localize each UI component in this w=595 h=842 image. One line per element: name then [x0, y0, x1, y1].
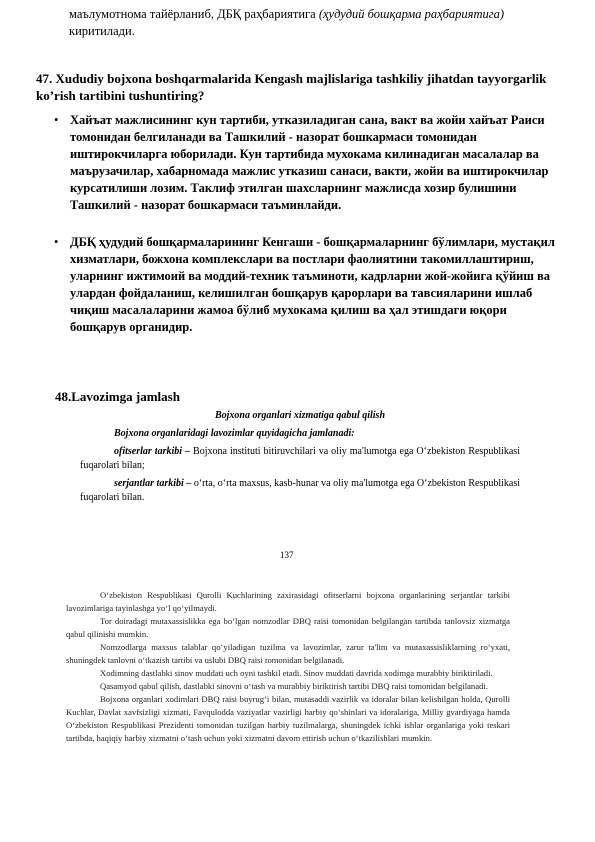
scan-paragraph-officers	[80, 445, 520, 473]
scan-label-officers: ofitserlar tarkibi –	[114, 446, 191, 457]
scan2-paragraph: O‘zbekiston Respublikasi Qurolli Kuchlarining zaxirasidagi ofitserlarni bojxona organlarining serjantlar tarkibi lavozimlariga tayinlashga yo‘l qo‘yilmaydi.	[66, 590, 510, 613]
scan-subtitle: Bojxona organlaridagi lavozimlar quyidagicha jamlanadi:	[114, 428, 355, 439]
question-48-heading: 48.Lavozimga jamlash	[55, 389, 180, 404]
page-number: 137	[280, 550, 294, 560]
bullet-text: ДБҚ ҳудудий бошқармаларининг Кенгаши - бошқармаларнинг бўлимлари, мустақил хизматлари, божхона комплекслари ва постлари фаолиятини такомиллаштириш, уларнинг ижтимоий ва моддий-техник таъминоти, кадрларни жой-жойига қўйиш ва улардан фойдаланиш, келишилган бошқарув қарорлари ва тавсияларини ишлаб чиқиш масалаларини жамоа бўлиб мухокама қилиш ва ҳал этишдаги юқори бошқарув органидир.	[70, 235, 555, 334]
scan2-paragraph: Xodimning dastlabki sinov muddati uch oyni tashkil etadi. Sinov muddati davrida xodimga murabbiy biriktiriladi.	[100, 668, 493, 678]
bullet-text: Хайъат мажлисининг кун тартиби, утказиладиган сана, вакт ва жойи хайъат Раиси томонидан белгиланади ва Ташкилий - назорат бошкармаси томонидан иштирокчиларга юборилади. Кун тартибида мухокама килинадиган масалалар ва маърузачилар, хабарномада мажлис утказиш санаси, вакти, жойи ва иштирокчилар курсатилиши лозим. Таклиф этилган шахсларнинг мажлисда хозир булишини Ташкилий - назорат бошкармаси таъминлайди.	[70, 113, 549, 212]
scan2-paragraph: Nomzodlarga maxsus talablar qo‘yiladigan tuzilma va lavozimlar, zarur ta'lim va mutaxassisliklarning ro‘yxati, shuningdek tanlovni o‘tkazish tartibi va uslubi DBQ raisi tomonidan belgilanadi.	[66, 642, 510, 665]
intro-paragraph	[69, 6, 569, 40]
scan-text-officers: Bojxona instituti bitiruvchilari va oliy ma'lumotga ega O‘zbekiston Respublikasi fuqarolari bilan;	[80, 446, 520, 471]
intro-text-before: маълумотнома тайёрланиб, ДБҚ раҳбариятига	[69, 7, 319, 21]
scanned-page-excerpt-1	[80, 409, 520, 505]
scan-label-sergeants: serjantlar tarkibi –	[114, 478, 192, 489]
scan-text-sergeants: o‘rta, o‘rta maxsus, kasb-hunar va oliy ma'lumotga ega O‘zbekiston Respublikasi fuqarolari bilan.	[80, 478, 520, 503]
scan2-paragraph: Bojxona organlari xodimlari DBQ raisi buyrug‘i bilan, mutasaddi vazirlik va idoralar bilan kelishilgan holda, Qurolli Kuchlar, Davlat xavfsizligi xizmati, Favqulodda vaziyatlar vazirligi harbiy qo‘shinlari va idoralariga, Milliy gvardiyaga hamda O‘zbekiston Respublikasi Prezidenti tomonidan tuzilgan harbiy tuzilmalarga, shuningdek ichki ishlar organlariga yoki teskari tartibda, haqiqiy harbiy xizmatni o‘tash uchun yoki xizmatni davom ettirish uchun o‘tkazilishlari mumkin.	[66, 694, 510, 743]
intro-text-after: киритилади.	[69, 24, 135, 38]
bullet-marker: •	[54, 113, 59, 127]
scan2-paragraph: Tor doiradagi mutaxassislikka ega bo‘lgan nomzodlar DBQ raisi tomonidan belgilangan tartibda tanlovsiz xizmatga qabul qilinishi mumkin.	[66, 616, 510, 639]
scanned-page-excerpt-2	[66, 589, 510, 745]
scan-title: Bojxona organlari xizmatiga qabul qilish	[214, 410, 386, 421]
intro-text-italic: (ҳудудий бошқарма раҳбариятига)	[318, 7, 505, 21]
bullet-marker: •	[54, 235, 59, 249]
scan2-paragraph: Qasamyod qabul qilish, dastlabki sinovni o‘tash va murabbiy biriktirish tartibi DBQ raisi tomonidan belgilanadi.	[100, 681, 488, 691]
question-47-heading: 47. Xududiy bojxona boshqarmalarida Kengash majlislariga tashkiliy jihatdan tayyorgarlik ko’rish tartibini tushuntiring?	[36, 71, 547, 103]
scan-paragraph-sergeants	[80, 477, 520, 505]
